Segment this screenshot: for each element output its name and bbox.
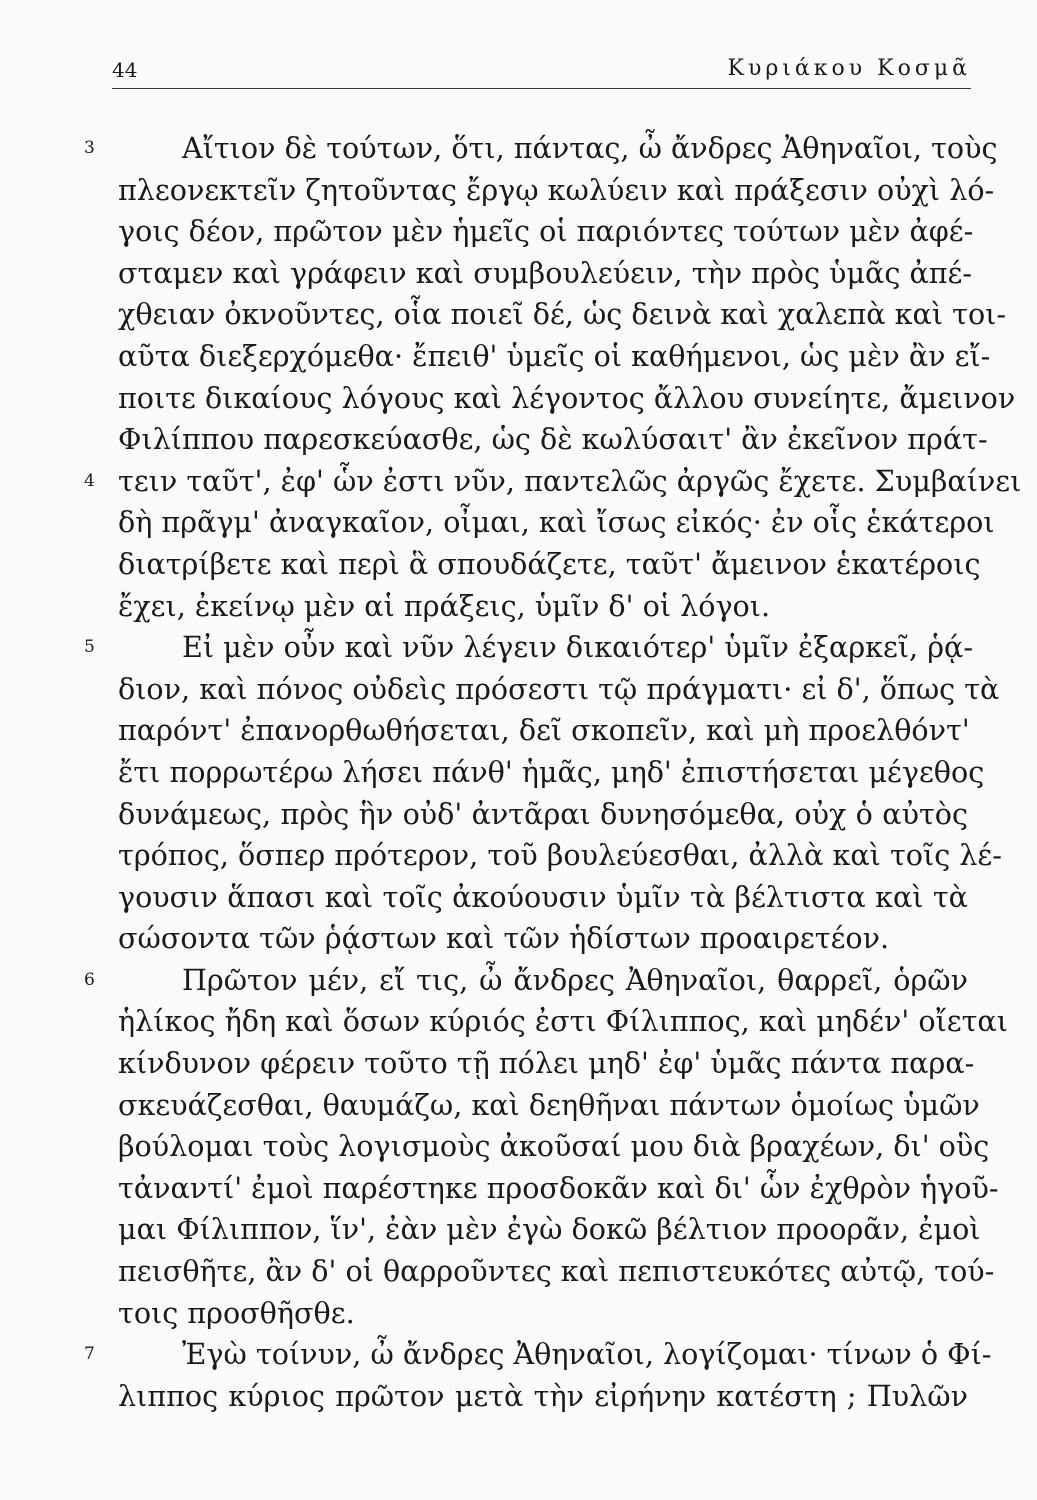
text-line [118,1168,999,1210]
text-line [118,918,968,960]
section-number: 5 [84,637,95,658]
line-text: τειν ταῦτ', ἐφ' ὧν ἐστι νῦν, παντελῶς ἀργῶς ἔχετε. Συμβαίνει [118,463,1022,498]
text-line [84,461,1022,503]
text-line [118,586,968,628]
line-text: Φιλίππου παρεσκεύασθε, ὡς δὲ κωλύσαιτ' ἂν ἐκεῖνον πράτ- [118,422,988,457]
line-text: κίνδυνον φέρειν τοῦτο τῇ πόλει μηδ' ἐφ' ὑμᾶς πάντα παρα- [118,1046,975,1081]
text-line [84,627,974,669]
line-text: Πρῶτον μέν, εἴ τις, ὦ ἄνδρες Ἀθηναῖοι, θαρρεῖ, ὁρῶν [182,962,968,997]
text-line [118,1085,980,1127]
text-line [118,1043,975,1085]
text-line [118,378,1016,420]
text-line [118,1293,968,1335]
text-line [118,752,985,794]
text-line [118,669,1000,711]
section-number: 3 [84,138,95,158]
line-text: γοις δέον, πρῶτον μὲν ἡμεῖς οἱ παριόντες τούτων μὲν ἀφέ- [118,214,974,249]
text-line [118,1001,1008,1043]
text-line [118,710,968,752]
line-text: χθειαν ὀκνοῦντες, οἷα ποιεῖ δέ, ὡς δεινὰ καὶ χαλεπὰ καὶ τοι- [118,297,1007,332]
line-text: Εἰ μὲν οὖν καὶ νῦν λέγειν δικαιότερ' ὑμῖν ἐξαρκεῖ, ῥᾴ- [182,630,974,665]
section-number: 7 [84,1344,95,1365]
text-line [118,419,988,461]
line-text: ἔτι πορρωτέρω λήσει πάνθ' ἡμᾶς, μηδ' ἐπιστήσεται μέγεθος [118,754,985,789]
text-line [118,794,968,836]
line-text: σκευάζεσθαι, θαυμάζω, καὶ δεηθῆναι πάντων ὁμοίως ὑμῶν [118,1087,980,1122]
section-number: 6 [84,969,95,990]
line-text: Ἐγὼ τοίνυν, ὦ ἄνδρες Ἀθηναῖοι, λογίζομαι· τίνων ὁ Φί- [182,1337,992,1372]
line-text: τἀναντί' ἐμοὶ παρέστηκε προσδοκᾶν καὶ δι' ὧν ἐχθρὸν ἡγοῦ- [118,1170,999,1205]
text-line [118,170,995,212]
line-text: γουσιν ἅπασι καὶ τοῖς ἀκούουσιν ὑμῖν τὰ βέλτιστα καὶ τὰ [118,879,968,914]
line-text: μαι Φίλιππον, ἵν', ἐὰν μὲν ἐγὼ δοκῶ βέλτιον προορᾶν, ἐμοὶ [118,1212,981,1247]
line-text: βούλομαι τοὺς λογισμοὺς ἀκοῦσαί μου διὰ βραχέων, δι' οὓς [118,1129,990,1164]
line-text: πεισθῆτε, ἂν δ' οἱ θαρροῦντες καὶ πεπιστευκότες αὐτῷ, τού- [118,1254,995,1289]
line-text: δυνάμεως, πρὸς ἣν οὐδ' ἀντᾶραι δυνησόμεθα, οὐχ ὁ αὐτὸς [118,796,968,831]
running-header [112,52,971,89]
line-text: σώσοντα τῶν ῥᾴστων καὶ τῶν ἡδίστων προαιρετέον. [118,921,890,956]
line-text: πλεονεκτεῖν ζητοῦντας ἔργῳ κωλύειν καὶ πράξεσιν οὐχὶ λό- [118,172,995,207]
line-text: ποιτε δικαίους λόγους καὶ λέγοντος ἄλλου συνείητε, ἄμεινον [118,380,1016,415]
text-line [118,336,991,378]
text-line [118,1209,981,1251]
body-text [84,128,1022,1417]
text-line [118,294,1007,336]
line-text: ἔχει, ἐκείνῳ μὲν αἱ πράξεις, ὑμῖν δ' οἱ λόγοι. [118,588,771,623]
text-line [118,1126,990,1168]
line-text: ἡλίκος ἤδη καὶ ὅσων κύριός ἐστι Φίλιππος, καὶ μηδέν' οἴεται [118,1004,1008,1039]
text-line [118,253,973,295]
line-text: λιππος κύριος πρῶτον μετὰ τὴν εἰρήνην κατέστη ; Πυλῶν [118,1378,968,1413]
page-number: 44 [112,58,138,82]
line-text: διον, καὶ πόνος οὐδεὶς πρόσεστι τῷ πράγματι· εἰ δ', ὅπως τὰ [118,671,1000,706]
text-line [118,877,968,919]
line-text: Αἴτιον δὲ τούτων, ὅτι, πάντας, ὦ ἄνδρες Ἀθηναῖοι, τοὺς [182,131,998,165]
text-line [118,835,1002,877]
line-text: δὴ πρᾶγμ' ἀναγκαῖον, οἶμαι, καὶ ἴσως εἰκός· ἐν οἷς ἑκάτεροι [118,505,995,540]
line-text: αῦτα διεξερχόμεθα· ἔπειθ' ὑμεῖς οἱ καθήμενοι, ὡς μὲν ἂν εἴ- [118,338,991,373]
text-line [84,128,998,170]
running-title: Κυριάκου Κοσμᾶ [727,56,971,81]
line-text: τοις προσθῆσθε. [118,1295,355,1330]
text-line [118,1251,995,1293]
line-text: παρόντ' ἐπανορθωθήσεται, δεῖ σκοπεῖν, καὶ μὴ προελθόντ' [118,713,970,748]
section-number: 4 [84,470,95,491]
line-text: τρόπος, ὅσπερ πρότερον, τοῦ βουλεύεσθαι, ἀλλὰ καὶ τοῖς λέ- [118,838,1002,873]
text-line [118,544,981,586]
text-line [118,211,974,253]
text-line [118,502,995,544]
text-line [118,1376,968,1418]
text-line [84,960,968,1002]
line-text: σταμεν καὶ γράφειν καὶ συμβουλεύειν, τὴν πρὸς ὑμᾶς ἀπέ- [118,255,973,290]
line-text: διατρίβετε καὶ περὶ ἃ σπουδάζετε, ταῦτ' ἄμεινον ἑκατέροις [118,546,981,581]
text-line [84,1334,992,1376]
